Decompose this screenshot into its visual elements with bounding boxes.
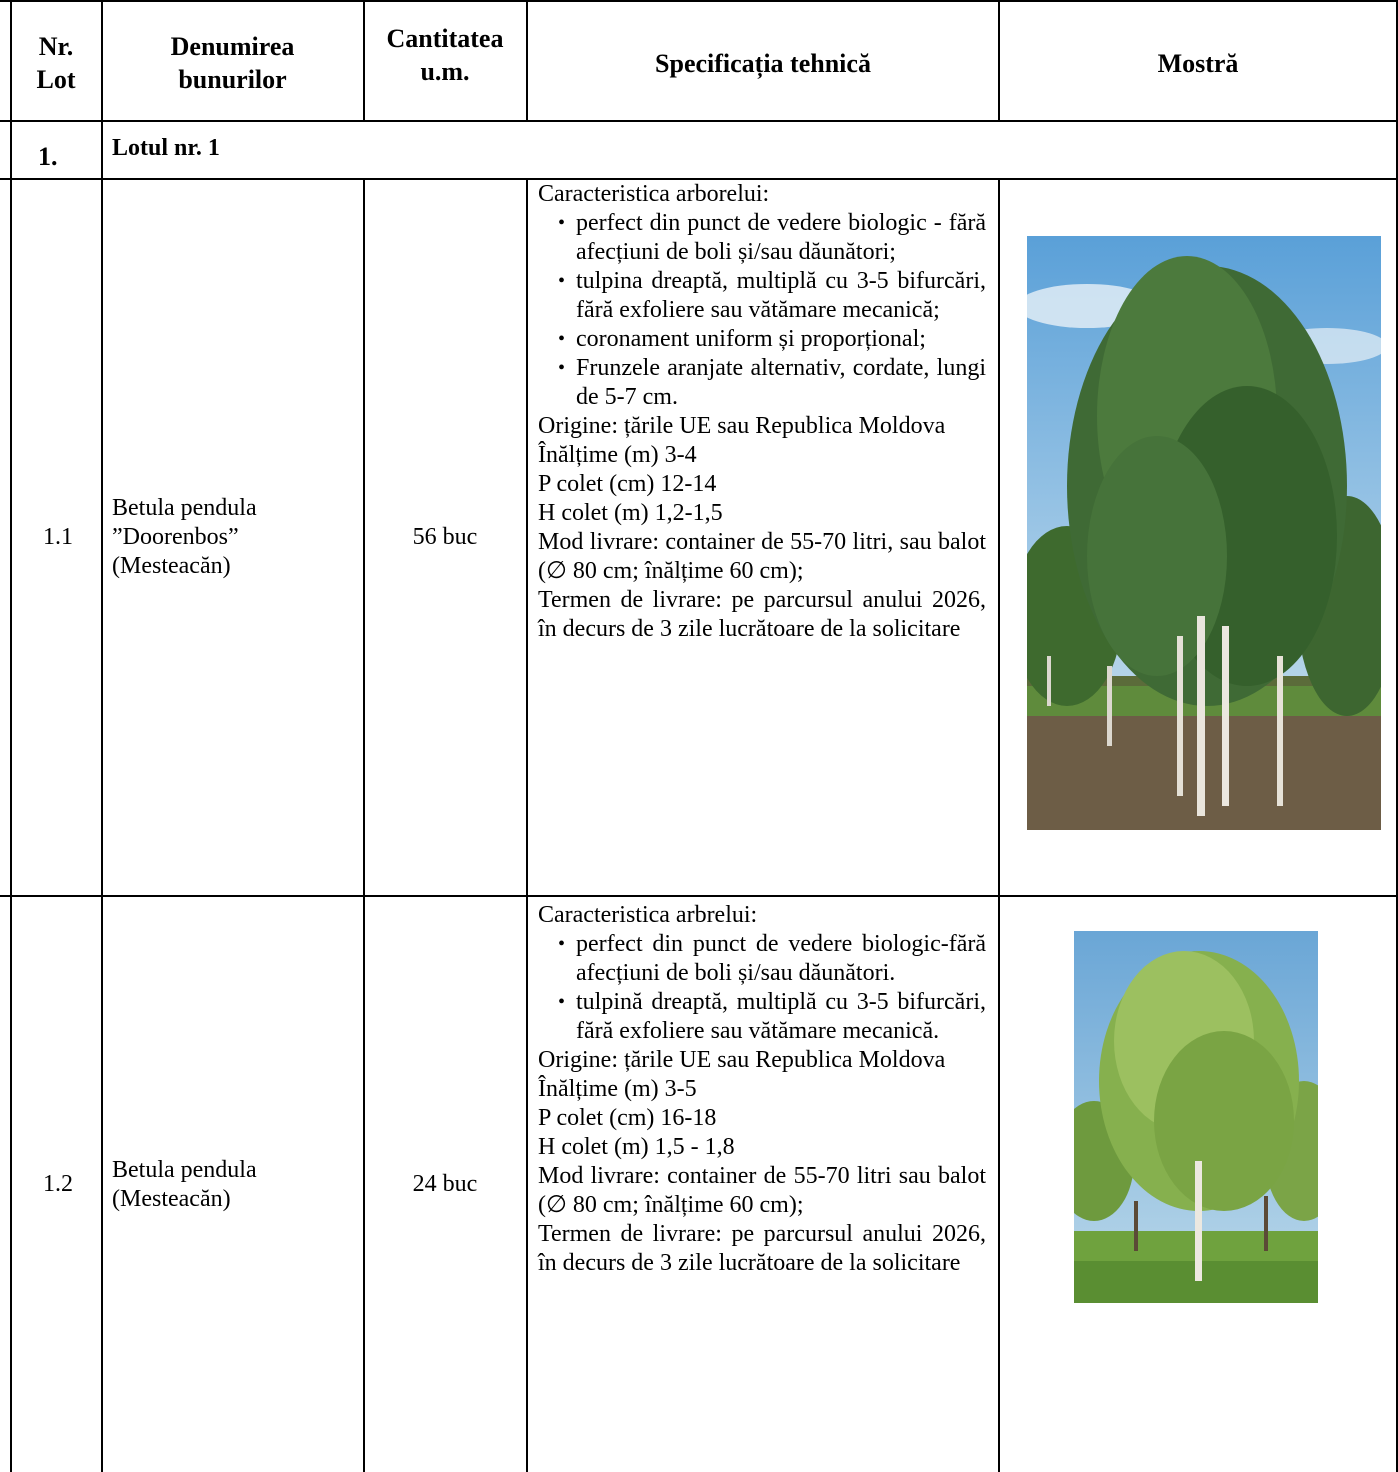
item-1-nr: 1.1 [43, 523, 73, 550]
birch-tree-image [1027, 236, 1381, 830]
lot-number: 1. [38, 141, 58, 171]
item-2-spec [538, 901, 986, 1278]
item-1-h-colet: H colet (m) 1,2-1,5 [538, 500, 723, 526]
item-1-delivery-term: Termen de livrare: pe parcursul anului 2026, în decurs de 3 zile lucrătoare de la solicitare [538, 587, 986, 642]
item-1-quantity: 56 buc [412, 523, 478, 550]
item-1-origin: Origine: țările UE sau Republica Moldova [538, 413, 946, 439]
rule-col4-body [998, 178, 1000, 1472]
rule-col3 [526, 0, 528, 122]
item-2-height: Înălțime (m) 3-5 [538, 1076, 697, 1102]
item-1-bullets [538, 209, 986, 412]
item-2-bullet: • tulpină dreaptă, multiplă cu 3-5 bifurcări, fără exfoliere sau vătămare mecanică. [558, 988, 986, 1046]
rule-header-bottom [0, 120, 1398, 122]
item-2-h-colet: H colet (m) 1,5 - 1,8 [538, 1134, 735, 1160]
rule-col1 [101, 0, 103, 1472]
item-2-bullets [538, 930, 986, 1046]
item-2-bullet: • perfect din punct de vedere biologic-fără afecțiuni de boli și/sau dăunători. [558, 930, 986, 988]
item-1-bullet: • tulpina dreaptă, multiplă cu 3-5 bifurcări, fără exfoliere sau vătămare mecanică; [558, 267, 986, 325]
item-2-name: Betula pendula (Mesteacăn) [112, 1156, 257, 1212]
item-1-bullet: • Frunzele aranjate alternativ, cordate, lungi de 5-7 cm. [558, 354, 986, 412]
item-1-height: Înălțime (m) 3-4 [538, 442, 697, 468]
item-1-bullet: • coronament uniform și proporțional; [558, 325, 986, 354]
item-1-name: Betula pendula ”Doorenbos” (Mesteacăn) [112, 494, 257, 579]
rule-col2-body [363, 178, 365, 1472]
item-2-sample-photo [1074, 931, 1318, 1303]
item-2-delivery-term: Termen de livrare: pe parcursul anului 2026, în decurs de 3 zile lucrătoare de la solicitare [538, 1221, 986, 1276]
item-2-p-colet: P colet (cm) 16-18 [538, 1105, 717, 1131]
item-2-quantity: 24 buc [412, 1171, 478, 1197]
birch-tree-image [1074, 931, 1318, 1303]
header-denumirea: Denumirea bunurilor [170, 32, 295, 94]
item-1-delivery-mode: Mod livrare: container de 55-70 litri, sau balot (∅ 80 cm; înălțime 60 cm); [538, 529, 986, 584]
item-2-origin: Origine: țările UE sau Republica Moldova [538, 1047, 946, 1073]
rule-col3-body [526, 178, 528, 1472]
item-1-p-colet: P colet (cm) 12-14 [538, 471, 717, 497]
rule-top [0, 0, 1398, 2]
item-1-bullet: • perfect din punct de vedere biologic - fără afecțiuni de boli și/sau dăunători; [558, 209, 986, 267]
header-mostra: Mostră [1157, 48, 1239, 78]
item-2-nr: 1.2 [43, 1171, 73, 1197]
header-cantitatea: Cantitatea u.m. [386, 24, 504, 86]
item-1-sample-photo [1027, 236, 1381, 830]
rule-left [10, 0, 12, 1472]
item-2-delivery-mode: Mod livrare: container de 55-70 litri sau balot (∅ 80 cm; înălțime 60 cm); [538, 1163, 986, 1218]
header-nr-lot: Nr. Lot [36, 32, 76, 94]
item-1-spec [538, 180, 986, 644]
header-specificatia: Specificația tehnică [655, 48, 871, 78]
item-2-spec-intro: Caracteristica arbrelui: [538, 902, 758, 928]
lot-title: Lotul nr. 1 [112, 134, 220, 161]
item-1-spec-intro: Caracteristica arborelui: [538, 181, 770, 207]
